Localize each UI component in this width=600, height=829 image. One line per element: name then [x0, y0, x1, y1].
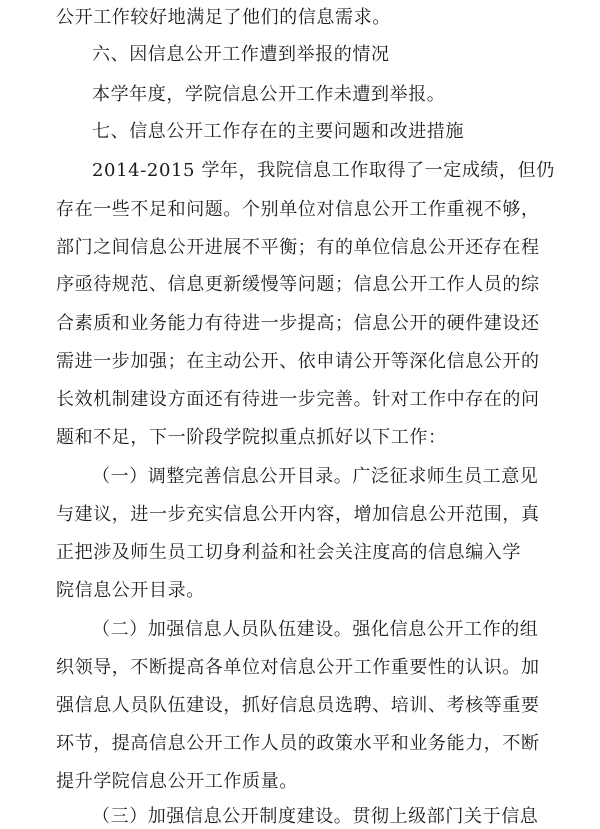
text-line-8: 序亟待规范、信息更新缓慢等问题；信息公开工作人员的综 — [56, 274, 540, 295]
text-line-7: 部门之间信息公开进展不平衡；有的单位信息公开还存在程 — [56, 237, 540, 258]
section-heading-6: 六、因信息公开工作遭到举报的情况 — [92, 44, 390, 65]
text-line-21: 提升学院信息公开工作质量。 — [56, 771, 298, 792]
text-line-9: 合素质和业务能力有待进一步提高；信息公开的硬件建设还 — [56, 313, 540, 334]
text-line-3: 本学年度，学院信息公开工作未遭到举报。 — [92, 84, 446, 105]
text-line-12: 题和不足，下一阶段学院拟重点抓好以下工作： — [56, 427, 447, 448]
text-line-18: 织领导，不断提高各单位对信息公开工作重要性的认识。加 — [56, 657, 540, 678]
item-heading-1: （一）调整完善信息公开目录。广泛征求师生员工意见 — [92, 466, 539, 487]
text-line-1: 公开工作较好地满足了他们的信息需求。 — [56, 7, 391, 28]
text-line-10: 需进一步加强；在主动公开、依申请公开等深化信息公开的 — [56, 351, 540, 372]
text-line-16: 院信息公开目录。 — [56, 580, 205, 601]
text-line-11: 长效机制建设方面还有待进一步完善。针对工作中存在的问 — [56, 389, 540, 410]
item-heading-3: （三）加强信息公开制度建设。贯彻上级部门关于信息 — [92, 806, 539, 827]
item-heading-2: （二）加强信息人员队伍建设。强化信息公开工作的组 — [92, 619, 539, 640]
text-line-6: 存在一些不足和问题。个别单位对信息公开工作重视不够， — [56, 199, 540, 220]
text-line-19: 强信息人员队伍建设，抓好信息员选聘、培训、考核等重要 — [56, 695, 540, 716]
section-heading-7: 七、信息公开工作存在的主要问题和改进措施 — [92, 121, 464, 142]
text-line-14: 与建议，进一步充实信息公开内容，增加信息公开范围，真 — [56, 504, 540, 525]
text-line-20: 环节，提高信息公开工作人员的政策水平和业务能力，不断 — [56, 733, 540, 754]
text-line-15: 正把涉及师生员工切身利益和社会关注度高的信息编入学 — [56, 542, 521, 563]
text-line-5: 2014-2015 学年，我院信息工作取得了一定成绩，但仍 — [92, 160, 555, 181]
